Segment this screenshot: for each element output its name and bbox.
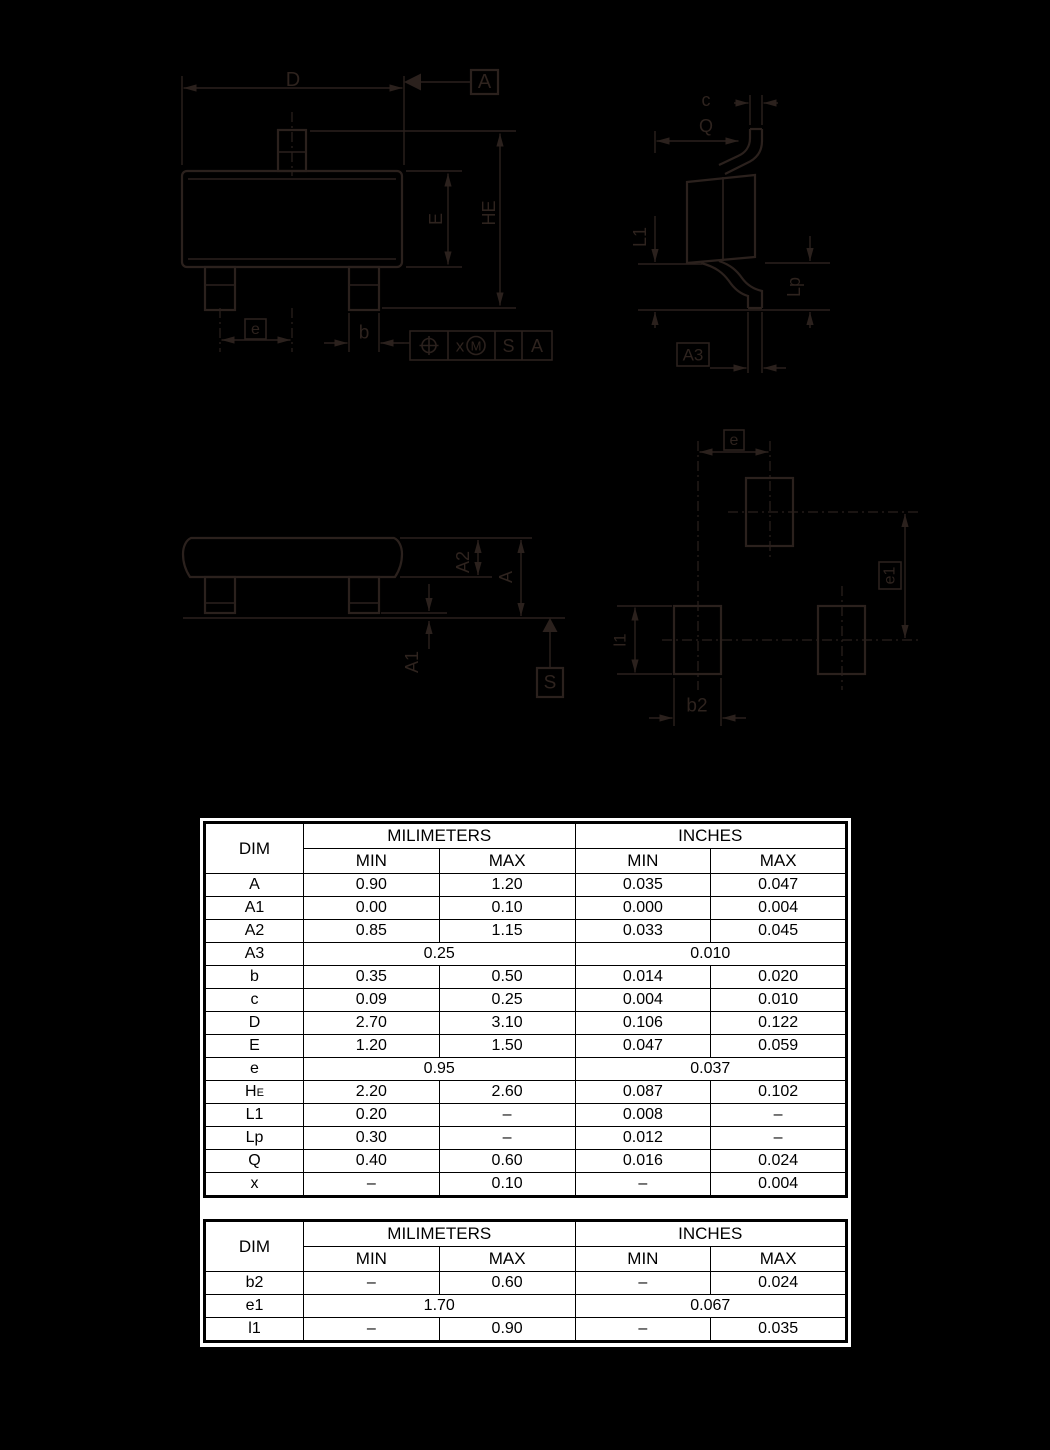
table-row xyxy=(205,966,847,989)
col-header-millimeters: MILIMETERS xyxy=(304,823,576,849)
fcf-tolerance-value: x xyxy=(455,336,465,356)
value-cell: 0.40 xyxy=(304,1150,440,1173)
value-cell: 0.010 xyxy=(575,943,847,966)
col-header-in-min: MIN xyxy=(575,1247,711,1272)
value-cell: 0.35 xyxy=(304,966,440,989)
value-cell: – xyxy=(575,1318,711,1342)
value-cell: 0.30 xyxy=(304,1127,440,1150)
value-cell: 2.20 xyxy=(304,1081,440,1104)
dim-label-a: A xyxy=(496,570,516,584)
col-header-in-max: MAX xyxy=(711,1247,847,1272)
dim-cell: A2 xyxy=(205,920,304,943)
value-cell: 0.016 xyxy=(575,1150,711,1173)
value-cell: 0.60 xyxy=(439,1150,575,1173)
dim-label-a1: A1 xyxy=(402,650,422,674)
col-header-millimeters: MILIMETERS xyxy=(304,1221,576,1247)
value-cell: 0.90 xyxy=(439,1318,575,1342)
table-row xyxy=(205,1058,847,1081)
table-row xyxy=(205,1035,847,1058)
package-top-view xyxy=(182,69,552,360)
value-cell: 1.15 xyxy=(439,920,575,943)
value-cell: 0.10 xyxy=(439,897,575,920)
dim-cell: Q xyxy=(205,1150,304,1173)
value-cell: 0.60 xyxy=(439,1272,575,1295)
recommended-footprint xyxy=(611,430,923,726)
dim-label-d: D xyxy=(285,69,301,91)
footprint-label-l1: l1 xyxy=(610,633,630,647)
value-cell: 0.045 xyxy=(711,920,847,943)
value-cell: 1.20 xyxy=(439,874,575,897)
dim-label-a3: A3 xyxy=(682,345,704,365)
datum-s-label: S xyxy=(543,672,557,694)
col-header-mm-min: MIN xyxy=(304,1247,440,1272)
col-header-inches: INCHES xyxy=(575,1221,847,1247)
value-cell: 0.014 xyxy=(575,966,711,989)
value-cell: 0.033 xyxy=(575,920,711,943)
table-row xyxy=(205,874,847,897)
dim-cell: c xyxy=(205,989,304,1012)
value-cell: 0.004 xyxy=(711,1173,847,1197)
value-cell: 0.25 xyxy=(439,989,575,1012)
table-gap xyxy=(203,1198,848,1219)
dim-cell: Lp xyxy=(205,1127,304,1150)
table-row xyxy=(205,1173,847,1197)
table-row xyxy=(205,989,847,1012)
value-cell: 0.25 xyxy=(304,943,576,966)
datum-arrow xyxy=(404,74,421,91)
fcf-s-label: S xyxy=(502,336,515,356)
col-header-dim: DIM xyxy=(205,1221,304,1272)
value-cell: 0.122 xyxy=(711,1012,847,1035)
table-row xyxy=(205,920,847,943)
dim-cell: A xyxy=(205,874,304,897)
datum-a-label: A xyxy=(477,71,492,93)
dim-label-c: c xyxy=(701,90,711,110)
dim-label-a2: A2 xyxy=(453,550,473,574)
feature-control-frame xyxy=(410,331,552,360)
col-header-dim: DIM xyxy=(205,823,304,874)
dim-cell: b2 xyxy=(205,1272,304,1295)
value-cell: 0.09 xyxy=(304,989,440,1012)
footprint-label-b2: b2 xyxy=(686,695,708,717)
value-cell: 3.10 xyxy=(439,1012,575,1035)
col-header-in-min: MIN xyxy=(575,849,711,874)
dim-cell: E xyxy=(205,1035,304,1058)
dimension-table-main xyxy=(203,821,848,1198)
dim-cell: HE xyxy=(205,1081,304,1104)
value-cell: – xyxy=(439,1127,575,1150)
value-cell: 0.95 xyxy=(304,1058,576,1081)
dim-cell: L1 xyxy=(205,1104,304,1127)
dim-label-q: Q xyxy=(698,116,714,136)
value-cell: 1.20 xyxy=(304,1035,440,1058)
table-row xyxy=(205,943,847,966)
dim-cell: A3 xyxy=(205,943,304,966)
col-header-mm-max: MAX xyxy=(439,849,575,874)
dim-cell: e xyxy=(205,1058,304,1081)
fcf-a-label: A xyxy=(530,336,544,356)
table-row xyxy=(205,1318,847,1342)
dim-label-lp: Lp xyxy=(784,276,804,298)
value-cell: 1.50 xyxy=(439,1035,575,1058)
value-cell: 0.008 xyxy=(575,1104,711,1127)
value-cell: 0.012 xyxy=(575,1127,711,1150)
value-cell: – xyxy=(575,1173,711,1197)
value-cell: – xyxy=(439,1104,575,1127)
value-cell: 0.85 xyxy=(304,920,440,943)
dimension-table-footprint xyxy=(203,1219,848,1343)
value-cell: 0.004 xyxy=(711,897,847,920)
footprint-label-e1: e1 xyxy=(881,566,899,585)
value-cell: 0.106 xyxy=(575,1012,711,1035)
table-row xyxy=(205,1150,847,1173)
col-header-mm-min: MIN xyxy=(304,849,440,874)
dim-cell: b xyxy=(205,966,304,989)
table-row xyxy=(205,1272,847,1295)
table-row xyxy=(205,1104,847,1127)
value-cell: 0.024 xyxy=(711,1272,847,1295)
value-cell: 0.047 xyxy=(575,1035,711,1058)
value-cell: 0.10 xyxy=(439,1173,575,1197)
dim-cell: A1 xyxy=(205,897,304,920)
value-cell: 2.60 xyxy=(439,1081,575,1104)
value-cell: 0.035 xyxy=(575,874,711,897)
value-cell: 0.20 xyxy=(304,1104,440,1127)
value-cell: 0.00 xyxy=(304,897,440,920)
package-side-view xyxy=(630,90,830,373)
value-cell: – xyxy=(575,1272,711,1295)
position-tolerance-icon xyxy=(420,336,439,355)
table-row xyxy=(205,1295,847,1318)
dim-label-he: HE xyxy=(479,200,499,226)
value-cell: 0.000 xyxy=(575,897,711,920)
footprint-label-e: e xyxy=(729,432,739,449)
dim-cell: x xyxy=(205,1173,304,1197)
value-cell: – xyxy=(304,1173,440,1197)
col-header-mm-max: MAX xyxy=(439,1247,575,1272)
col-header-in-max: MAX xyxy=(711,849,847,874)
dim-label-e-pitch: e xyxy=(251,321,260,338)
value-cell: 0.90 xyxy=(304,874,440,897)
value-cell: 0.50 xyxy=(439,966,575,989)
value-cell: 0.059 xyxy=(711,1035,847,1058)
dimension-tables xyxy=(200,818,851,1347)
value-cell: 0.037 xyxy=(575,1058,847,1081)
value-cell: – xyxy=(304,1272,440,1295)
value-cell: 0.024 xyxy=(711,1150,847,1173)
seating-plane-datum-triangle xyxy=(543,618,558,632)
package-front-view xyxy=(183,538,565,697)
value-cell: 0.020 xyxy=(711,966,847,989)
table-row xyxy=(205,1081,847,1104)
table-row xyxy=(205,1012,847,1035)
value-cell: 0.102 xyxy=(711,1081,847,1104)
dim-cell: D xyxy=(205,1012,304,1035)
value-cell: 0.035 xyxy=(711,1318,847,1342)
value-cell: 0.067 xyxy=(575,1295,847,1318)
dim-cell: l1 xyxy=(205,1318,304,1342)
value-cell: – xyxy=(304,1318,440,1342)
value-cell: – xyxy=(711,1127,847,1150)
value-cell: 0.047 xyxy=(711,874,847,897)
dim-cell: e1 xyxy=(205,1295,304,1318)
dim-label-e-body: E xyxy=(426,212,446,226)
table-row xyxy=(205,1127,847,1150)
value-cell: 0.004 xyxy=(575,989,711,1012)
dim-label-b: b xyxy=(358,322,370,344)
value-cell: 1.70 xyxy=(304,1295,576,1318)
value-cell: – xyxy=(711,1104,847,1127)
col-header-inches: INCHES xyxy=(575,823,847,849)
fcf-m-label: M xyxy=(470,338,482,354)
dim-label-l1: L1 xyxy=(630,226,650,248)
table-row xyxy=(205,897,847,920)
value-cell: 0.087 xyxy=(575,1081,711,1104)
value-cell: 2.70 xyxy=(304,1012,440,1035)
value-cell: 0.010 xyxy=(711,989,847,1012)
